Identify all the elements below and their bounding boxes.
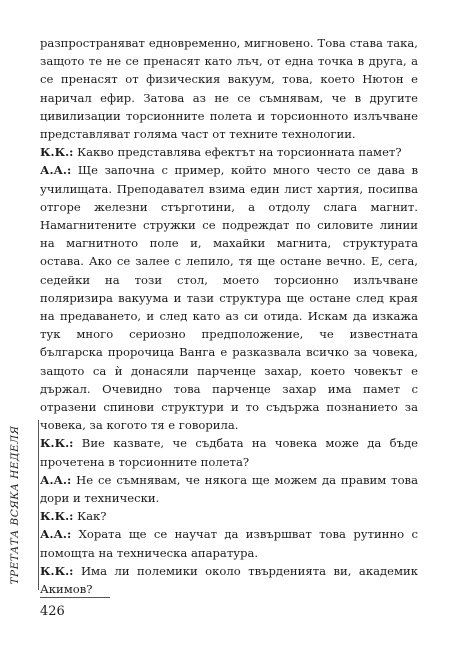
paragraph-text: Как? [77,509,107,524]
speaker-label: А.А.: [40,163,72,178]
paragraph-text: Има ли полемики около твърденията ви, академик Акимов? [40,563,418,597]
paragraph-3 [40,434,418,470]
speaker-label: К.К.: [40,145,74,160]
paragraph-text: Какво представлява ефектът на торсионната памет? [77,145,402,160]
paragraph-5 [40,507,418,525]
page-number: 426 [40,604,65,619]
running-section-title: ТРЕТАТА ВСЯКА НЕДЕЛЯ [9,425,21,585]
paragraph-1 [40,143,418,161]
paragraph-2 [40,161,418,434]
paragraph-4 [40,471,418,507]
speaker-label: А.А.: [40,527,72,542]
speaker-label: К.К.: [40,436,74,451]
paragraph-0 [40,34,418,143]
paragraph-text: Ще започна с пример, който много често се дава в училищата. Преподавател взима един лист хартия, посипва отгоре железни стърготини, а отдолу слага магнит. Намагнитените стружки се подреждат по силовите линии на магнитното поле и, махайки магнита, структурата остава. Ако се залее с лепило, тя ще остане вечно. Е, сега, седейки на този стол, моето торсионно излъчване поляризира вакуума и тази структура ще остане след края на предаването, и след като аз си отида. Искам да изкажа тук много сериозно предположение, че известната българска пророчица Ванга е разказвала всичко за човека, защото са ѝ донасяли парченце захар, което човекът е държал. Очевидно това парченце захар има памет с отразени спинови структури и то съдържа познанието за човека, за когото тя е говорила. [40,163,419,433]
body-text [40,34,418,598]
paragraph-text: разпространяват едновременно, мигновено. Това става така, защото те не се пренасят като лъч, от една точка в друга, а се пренасят от физическия вакуум, това, което Нютон е наричал ефир. Затова аз не се съмнявам, че в другите цивилизации торсионните полета и торсионното излъчване представляват голяма част от техните технологии. [40,36,418,142]
footer-rule [40,597,110,598]
speaker-label: А.А.: [40,472,72,487]
speaker-label: К.К.: [40,509,74,524]
paragraph-text: Не се съмнявам, че някога ще можем да правим това дори и технически. [40,472,418,506]
paragraph-text: Вие казвате, че съдбата на човека може да бъде прочетена в торсионните полета? [40,436,418,469]
speaker-label: К.К.: [40,563,74,578]
paragraph-text: Хората ще се научат да извършват това рутинно с помощта на техническа апаратура. [40,527,418,560]
paragraph-6 [40,525,418,561]
side-title-rule [38,420,39,590]
paragraph-7 [40,562,418,598]
